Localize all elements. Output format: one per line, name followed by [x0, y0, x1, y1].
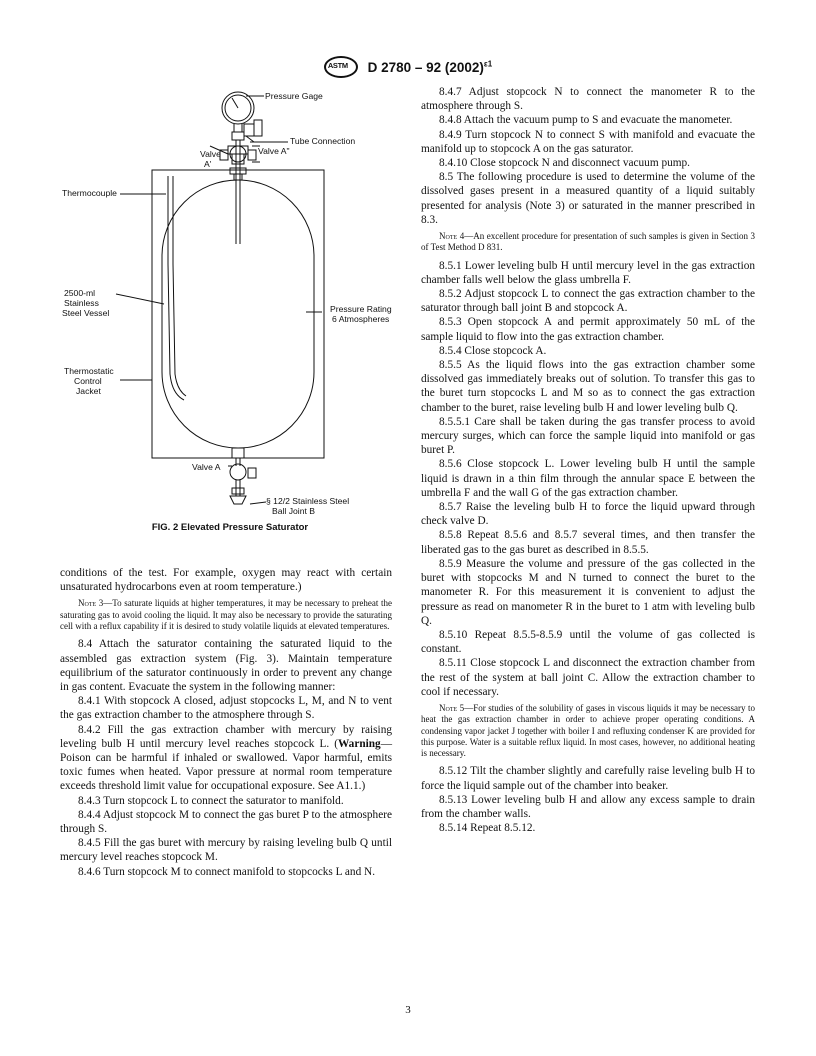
label-balljoint-1: § 12/2 Stainless Steel: [266, 496, 350, 506]
valve-a-body: [230, 464, 246, 480]
paragraph-8-4-10: 8.4.10 Close stopcock N and disconnect vacuum pump.: [439, 157, 690, 170]
saturator-drawing: [60, 84, 400, 514]
label-jacket-1: Thermostatic: [64, 366, 114, 376]
label-valve-a: Valve A: [192, 462, 221, 472]
paragraph-8-5-12: 8.5.12 Tilt the chamber slightly and carefully raise leveling bulb H to force the liquid sample out of the chamber into beaker.: [421, 765, 755, 792]
paragraph-8-5-11: 8.5.11 Close stopcock L and disconnect the extraction chamber from the rest of the system at ball joint C. Allow the extraction chamber to cool if necessary.: [421, 657, 755, 698]
standard-designation: D 2780 – 92 $(2002)^{\varepsilon 1}$: [367, 59, 493, 75]
thermostatic-jacket: [152, 170, 324, 458]
paragraph-8-4-5: 8.4.5 Fill the gas buret with mercury by raising leveling bulb Q until mercury level reaches stopcock M.: [60, 837, 392, 864]
label-valve-a2: Valve A": [258, 146, 290, 156]
label-vessel-3: Steel Vessel: [62, 308, 110, 318]
stainless-vessel: [162, 180, 314, 448]
paragraph-8-5-13: 8.5.13 Lower leveling bulb H and allow any excess sample to drain from the chamber walls.: [421, 793, 755, 821]
paragraph-8-4-4: 8.4.4 Adjust stopcock M to connect the gas buret P to the atmosphere through S.: [60, 808, 392, 835]
paragraph-8-5: 8.5 The following procedure is used to determine the volume of the dissolved gases present in a measured quantity of a liquid suitably presented for analysis (Note 3) or saturated in the manner prescribed in 8.3.: [421, 171, 755, 226]
figure-caption: FIG. 2 Elevated Pressure Saturator: [151, 522, 309, 533]
paragraph-8-5-14: 8.5.14 Repeat 8.5.12.: [439, 822, 536, 835]
label-valve-a1: A': [204, 159, 212, 169]
label-vessel-1: 2500-ml: [64, 288, 96, 298]
left-column: [60, 566, 392, 879]
ball-joint: [230, 496, 246, 504]
paragraph-8-5-8: 8.5.8 Repeat 8.5.6 and 8.5.7 several times, and then transfer the liberated gas to the gas buret as described in 8.5.5.: [421, 529, 755, 556]
label-rating-1: Pressure Rating: [330, 304, 392, 314]
paragraph-8-5-1: 8.5.1 Lower leveling bulb H until mercury level in the gas extraction chamber falls well below the glass umbrella F.: [421, 259, 755, 286]
paragraph-8-5-3: 8.5.3 Open stopcock A and permit approximately 50 mL of the sample liquid to flow into the gas extraction chamber.: [421, 316, 755, 343]
label-balljoint-2: Ball Joint B: [272, 506, 315, 514]
label-tube-connection: Tube Connection: [290, 136, 356, 146]
paragraph-8-4-3: 8.4.3 Turn stopcock L to connect the saturator to manifold.: [78, 794, 344, 807]
paragraph: conditions of the test. For example, oxygen may react with certain unsaturated hydrocarbons even at room temperature.): [60, 567, 392, 594]
paragraph-8-5-9: 8.5.9 Measure the volume and pressure of the gas collected in the buret with stopcocks M and N turned to connect the buret to the manometer R. For this measurement it is convenient to adjust the pressure as read on manometer R in the buret to 1 atm with leveling bulb Q.: [421, 557, 755, 627]
paragraph-8-4-7: 8.4.7 Adjust stopcock N to connect the manometer R to the atmosphere through S.: [421, 86, 755, 113]
document-header: [0, 56, 816, 78]
paragraph-8-4-1: 8.4.1 With stopcock A closed, adjust stopcocks L, M, and N to vent the gas extraction chamber to the atmosphere through S.: [60, 695, 392, 722]
paragraph-8-4-9: 8.4.9 Turn stopcock N to connect S with manifold and evacuate the manifold up to stopcock A on the gas saturator.: [421, 128, 755, 155]
paragraph-8-4: 8.4 Attach the saturator containing the saturated liquid to the assembled gas extraction system (Fig. 3). Maintain temperature equilibrium of the saturator continuously in order to prevent any change in gas content. Evacuate the system in the following manner:: [60, 638, 392, 693]
label-rating-2: 6 Atmospheres: [332, 314, 390, 324]
page-number: 3: [405, 1004, 411, 1016]
label-pressure-gage: Pressure Gage: [265, 91, 323, 101]
right-column: [421, 85, 755, 835]
paragraph-8-5-10: 8.5.10 Repeat 8.5.5-8.5.9 until the volume of gas collected is constant.: [421, 628, 755, 656]
label-jacket-3: Jacket: [76, 386, 101, 396]
paragraph-8-5-4: 8.5.4 Close stopcock A.: [439, 344, 547, 357]
paragraph-8-4-2: 8.4.2 Fill the gas extraction chamber with mercury by raising leveling bulb H until mercury level reaches stopcock L. (Warning—Poison can be harmful if inhaled or swallowed. Vapor harmful, emits toxic fumes when heated. Vapor pressure at normal room temperature exceeds threshold limit value for occupational exposure. See A1.1.): [60, 723, 392, 793]
paragraph-8-5-7: 8.5.7 Raise the leveling bulb H to force the liquid upward through check valve D.: [421, 501, 755, 528]
label-jacket-2: Control: [74, 376, 102, 386]
paragraph-8-5-5: 8.5.5 As the liquid flows into the gas extraction chamber some dissolved gas immediately breaks out of solution. To transfer this gas to the buret turn stopcocks L and M so as to connect the gas extraction chamber to the buret, raise leveling bulb H and lower leveling bulb Q.: [421, 359, 755, 414]
paragraph-8-4-8: 8.4.8 Attach the vacuum pump to S and evacuate the manometer.: [439, 114, 733, 127]
label-valve-word: Valve: [200, 149, 221, 159]
paragraph-8-4-6: 8.4.6 Turn stopcock M to connect manifold to stopcocks L and N.: [78, 865, 376, 878]
note-5: Note 5—For studies of the solubility of gases in viscous liquids it may be necessary to heat the gas extraction chamber in order to achieve proper operating conditions. A condensing vapor jacket J together with boiler I and refluxing condenser K are provided for this purpose. Water is a suitable reflux liquid. In most cases, however, no additional heating is necessary.: [421, 702, 755, 759]
figure-2-diagram: [60, 84, 400, 534]
note-4: Note 4—An excellent procedure for presentation of such samples is given in Section 3 of Test Method D 831.: [421, 231, 755, 253]
label-vessel-2: Stainless: [64, 298, 99, 308]
label-thermocouple: Thermocouple: [62, 188, 117, 198]
paragraph-8-5-5-1: 8.5.5.1 Care shall be taken during the gas transfer process to avoid mercury surges, which can force the sample liquid into manifold or gas buret P.: [421, 415, 755, 457]
paragraph-8-5-6: 8.5.6 Close stopcock L. Lower leveling bulb H until the sample liquid is drawn in a thin film through the annular space E between the umbrella F and the wall G of the gas extraction chamber.: [421, 458, 755, 499]
astm-logo: ASTM: [324, 56, 358, 78]
paragraph-8-5-2: 8.5.2 Adjust stopcock L to connect the gas extraction chamber to the saturator through ball joint B and stopcock A.: [421, 288, 755, 315]
note-3: Note 3—To saturate liquids at higher temperatures, it may be necessary to preheat the saturating gas to avoid cooling the liquid. It may also be necessary to provide the saturating cell with a reflux capability if it is desired to study volatile liquids at elevated temperatures.: [60, 598, 392, 631]
thermocouple-wire: [168, 176, 184, 400]
